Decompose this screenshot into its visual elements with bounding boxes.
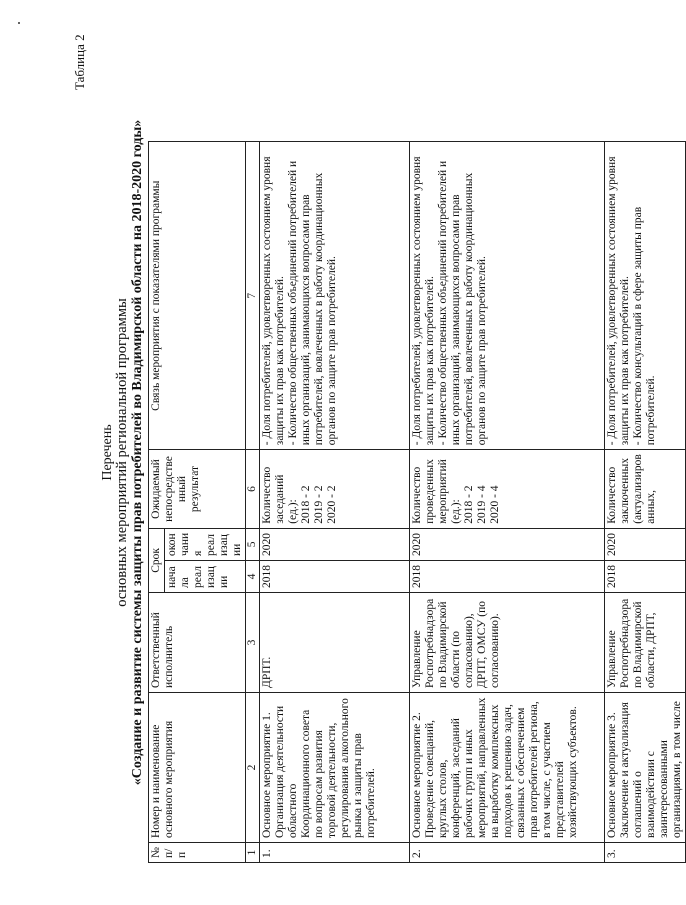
row-result: Количество заключенных (актуализиров анных, bbox=[605, 450, 686, 529]
col-header-num: № п/п bbox=[149, 843, 246, 863]
col-header-end: окон чани я реал изац ии bbox=[165, 528, 246, 560]
row-link: - Доля потребителей, удовлетворенных состоянием уровня защиты их прав как потребителей. - Количество общественных объединений потребителей и иных организаций, занимающихся вопросами прав потребителей, вовлеченных в работу координационных органов по защите прав потребителей. bbox=[260, 142, 410, 450]
doc-title-line3: «Создание и развитие системы защиты прав потребителей во Владимирской области на 2018-2020 годы» bbox=[130, 119, 145, 786]
measures-table bbox=[148, 141, 686, 863]
row-end: 2020 bbox=[260, 528, 410, 560]
column-number: 5 bbox=[246, 528, 260, 560]
row-name: Основное мероприятие 2. Проведение совещаний, круглых столов, конференций, заседаний рабочих групп и иных мероприятий, направленных на выработку комплексных подходов к решению задач, связанных с обеспечением прав потребителей региона, в том числе, с участием представителей хозяйствующих субъектов. bbox=[410, 693, 605, 843]
row-end: 2020 bbox=[410, 528, 605, 560]
col-header-link: Связь мероприятия с показателями программы bbox=[149, 142, 246, 450]
row-start: 2018 bbox=[410, 561, 605, 593]
row-link: - Доля потребителей, удовлетворенных состоянием уровня защиты их прав как потребителей. - Количество консультаций в сфере защиты прав потребителей. bbox=[605, 142, 686, 450]
row-responsible: Управление Роспотребнадзора по Владимирской области (по согласованию), ДРПТ, ОМСУ (по согласованию). bbox=[410, 593, 605, 693]
col-header-result: Ожидаемый непосредстве нный результат bbox=[149, 450, 246, 529]
table-row bbox=[260, 142, 410, 863]
col-header-responsible: Ответственный исполнитель bbox=[149, 593, 246, 693]
col-header-term: Срок bbox=[149, 528, 165, 592]
row-responsible: ДРПТ. bbox=[260, 593, 410, 693]
row-start: 2018 bbox=[260, 561, 410, 593]
row-result: Количество проведенных мероприятий (ед.): 2018 - 2 2019 - 4 2020 - 4 bbox=[410, 450, 605, 529]
table-row bbox=[410, 142, 605, 863]
row-num: 1. bbox=[260, 843, 410, 863]
column-number: 1 bbox=[246, 843, 260, 863]
table-row bbox=[605, 142, 686, 863]
doc-title-line2: основных мероприятий региональной программы bbox=[114, 298, 130, 607]
col-header-start: нача ла реал изац ии bbox=[165, 561, 246, 593]
doc-title-line1: Перечень bbox=[100, 424, 115, 481]
row-start: 2018 bbox=[605, 561, 686, 593]
column-number: 3 bbox=[246, 593, 260, 693]
column-numbers-row bbox=[246, 142, 260, 863]
column-number: 6 bbox=[246, 450, 260, 529]
column-number: 4 bbox=[246, 561, 260, 593]
row-end: 2020 bbox=[605, 528, 686, 560]
row-result: Количество заседаний (ед.): 2018 - 2 2019 - 2 2020 - 2 bbox=[260, 450, 410, 529]
row-name: Основное мероприятие 3. Заключение и актуализация соглашений о взаимодействии с заинтересованными организациями, в том числе bbox=[605, 693, 686, 843]
row-responsible: Управление Роспотребнадзора по Владимирской области, ДРПТ, bbox=[605, 593, 686, 693]
row-link: - Доля потребителей, удовлетворенных состоянием уровня защиты их прав как потребителей. - Количество общественных объединений потребителей и иных организаций, занимающихся вопросами прав потребителей, вовлеченных в работу координационных органов по защите прав потребителей. bbox=[410, 142, 605, 450]
col-header-name: Номер и наименование основного мероприятия bbox=[149, 693, 246, 843]
column-number: 2 bbox=[246, 693, 260, 843]
table-label: Таблица 2 bbox=[72, 34, 87, 90]
row-num: 2. bbox=[410, 843, 605, 863]
row-name: Основное мероприятие 1. Организация деятельности областного Координационного совета по вопросам развития торговой деятельности, регулирования алкогольного рынка и защиты прав потребителей. bbox=[260, 693, 410, 843]
row-num: 3. bbox=[605, 843, 686, 863]
column-number: 7 bbox=[246, 142, 260, 450]
header-row bbox=[149, 142, 165, 863]
